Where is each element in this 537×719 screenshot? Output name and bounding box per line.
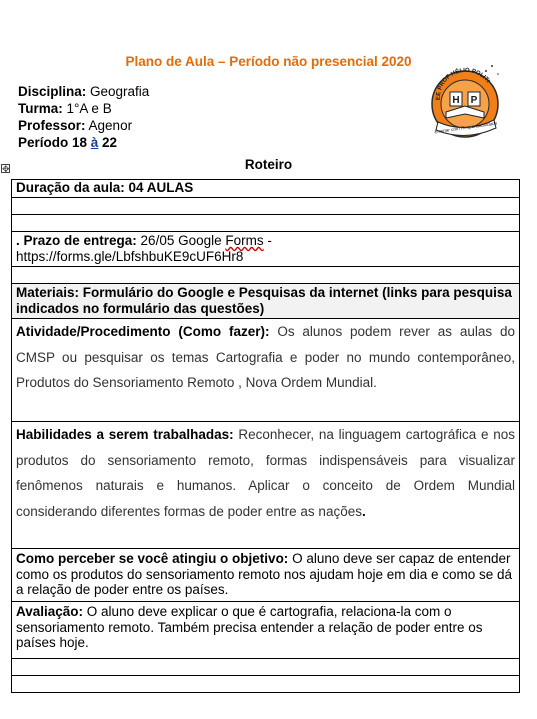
logo-banner-text: Ensinar com Responsabilidade (434, 120, 498, 135)
class-label: Turma: (18, 101, 63, 116)
lesson-table (11, 179, 520, 693)
skills-cell (12, 422, 520, 549)
deadline-rest: - (263, 233, 272, 248)
discipline-line (18, 83, 149, 100)
period-suffix: 22 (98, 135, 118, 150)
deadline-url[interactable]: https://forms.gle/LbfshbuKE9cUF6Hr8 (16, 248, 244, 264)
lesson-meta (18, 83, 149, 151)
period-prefix: Período 18 (18, 135, 91, 150)
objective-label: Como perceber se você atingiu o objetivo: (16, 551, 289, 566)
evaluation-cell (12, 602, 520, 659)
class-value: 1°A e B (62, 101, 112, 116)
evaluation-text: O aluno deve explicar o que é cartografia, relaciona-la com o sensoriamento remoto. Também precisa entender a relação de poder entre os países hoje. (16, 604, 483, 650)
period-line (18, 134, 149, 151)
teacher-line (18, 117, 149, 134)
empty-cell (12, 267, 520, 284)
section-heading: Roteiro (244, 157, 293, 172)
table-row (12, 267, 520, 284)
activity-cell (12, 319, 520, 422)
page-title: Plano de Aula – Período não presencial 2020 (125, 54, 412, 69)
evaluation-label: Avaliação: (16, 604, 84, 619)
deadline-forms: Forms (225, 233, 264, 248)
table-row (12, 549, 520, 602)
move-handle-icon[interactable]: ✥ (2, 164, 10, 174)
deadline-cell (12, 232, 520, 267)
empty-cell (12, 659, 520, 676)
table-row (12, 602, 520, 659)
table-row (12, 284, 520, 319)
empty-cell (12, 198, 520, 215)
school-logo (428, 62, 508, 142)
duration-cell: Duração da aula: 04 AULAS (12, 180, 520, 198)
teacher-label: Professor: (18, 118, 86, 133)
deadline-text: 26/05 Google (136, 233, 226, 248)
objective-text: O aluno deve ser capaz de entender como os produtos do sensoriamento remoto nos ajudam hoje em dia e como se dá a relação de poder entre os países. (16, 551, 513, 597)
deadline-label: . Prazo de entrega: (16, 233, 137, 248)
teacher-value: Agenor (85, 118, 133, 133)
activity-text: Os alunos podem rever as aulas do CMSP ou pesquisar os temas Cartografia e poder no mundo contemporâneo, Produtos do Sensoriamento Remoto , Nova Ordem Mundial. (16, 324, 515, 390)
table-row (12, 198, 520, 215)
table-row (12, 319, 520, 422)
logo-initial-right: P (470, 95, 478, 106)
table-row (12, 215, 520, 232)
table-row (12, 676, 520, 693)
materials-cell: Materiais: Formulário do Google e Pesquisas da internet (links para pesquisa indicados no formulário das questões) (12, 284, 520, 319)
discipline-value: Geografia (86, 84, 150, 99)
table-row (12, 422, 520, 549)
objective-cell (12, 549, 520, 602)
table-row (12, 232, 520, 267)
skills-label: Habilidades a serem trabalhadas: (16, 427, 234, 442)
table-row (12, 180, 520, 198)
discipline-label: Disciplina: (18, 84, 87, 99)
activity-label: Atividade/Procedimento (Como fazer): (16, 324, 270, 339)
logo-initial-left: H (452, 95, 460, 106)
skills-text: Reconhecer, na linguagem cartográfica e nos produtos do sensoriamento remoto, formas indispensáveis para visualizar fenômenos naturais e humanos. Aplicar o conceito de Ordem Mundial considerando diferentes formas de poder entre as nações (16, 427, 516, 519)
class-line (18, 100, 149, 117)
table-row (12, 659, 520, 676)
empty-cell (12, 676, 520, 693)
empty-cell (12, 215, 520, 232)
skills-end: . (361, 503, 366, 519)
period-connector: à (90, 135, 99, 150)
logo-ring-text: EE PROF HÉLIO POLITI (435, 67, 491, 101)
